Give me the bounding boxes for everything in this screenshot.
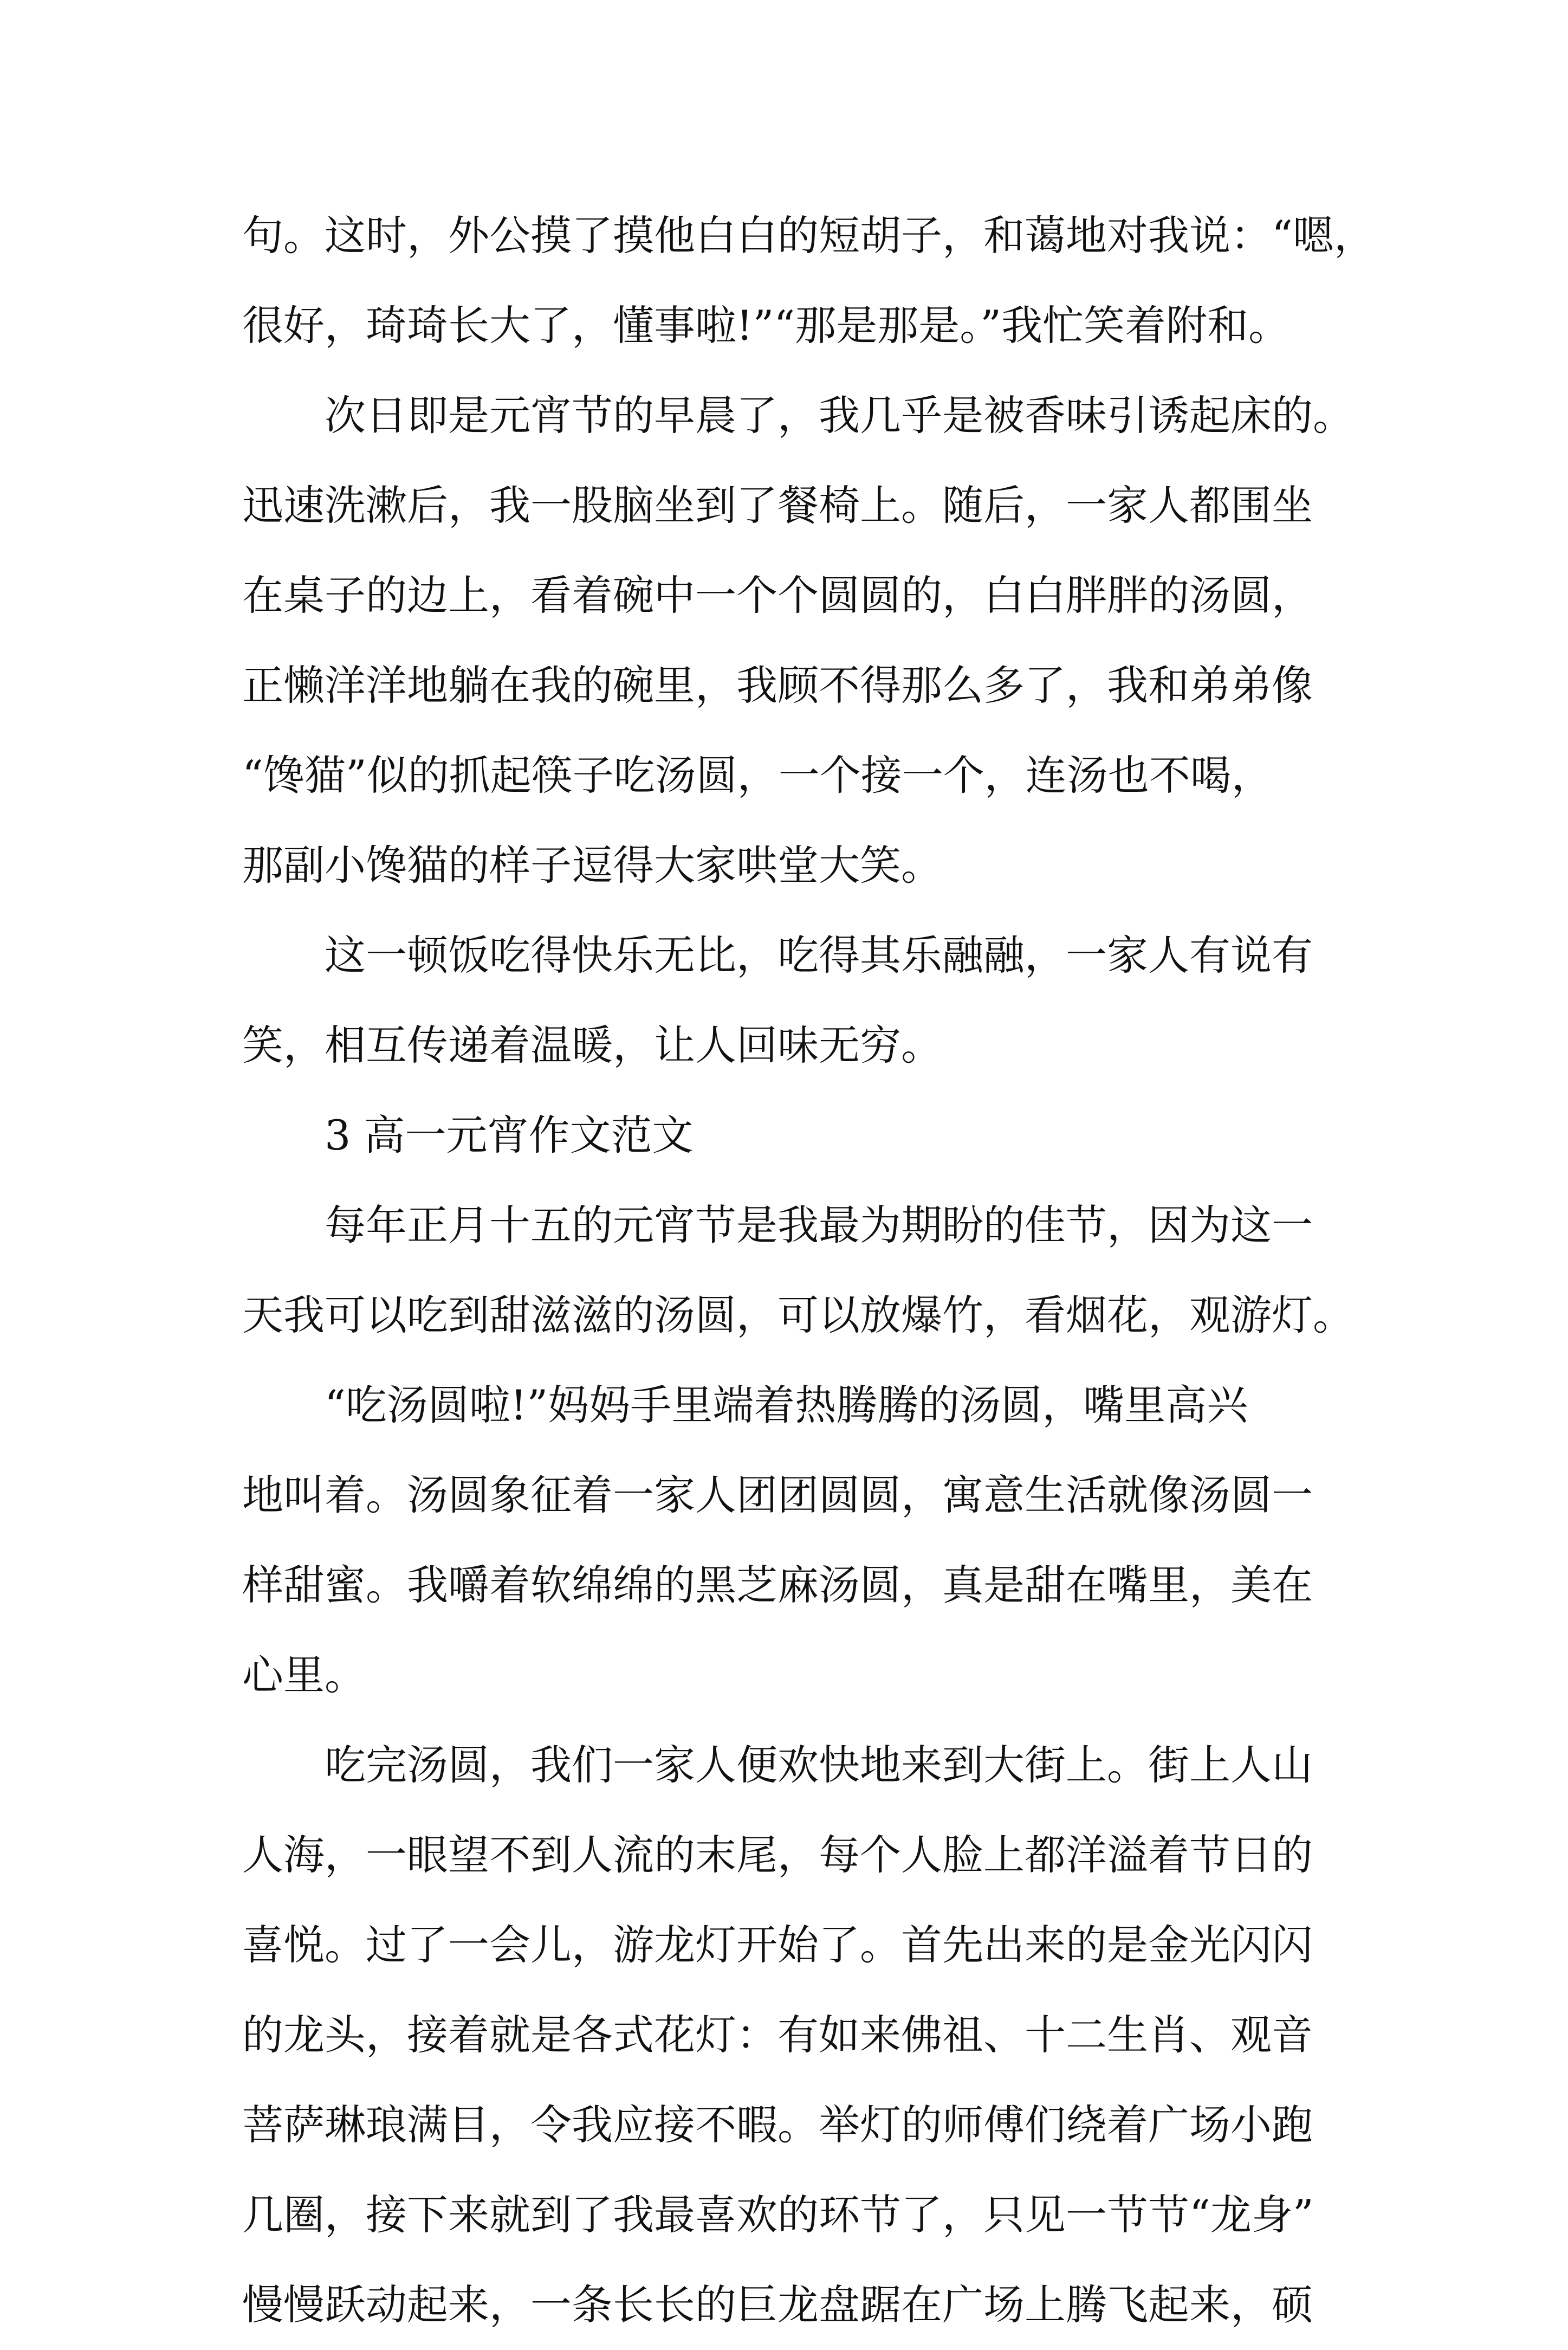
text-line: 天我可以吃到甜滋滋的汤圆，可以放爆竹，看烟花，观游灯。 [242,1291,1354,1339]
text-line: 吃完汤圆，我们一家人便欢快地来到大街上。街上人山 [242,1741,1313,1789]
text-line: 正懒洋洋地躺在我的碗里，我顾不得那么多了，我和弟弟像 [242,661,1313,709]
text-line: 心里。 [242,1651,366,1699]
text-line: 笑，相互传递着温暖，让人回味无穷。 [242,1021,942,1069]
text-line: 那副小馋猫的样子逗得大家哄堂大笑。 [242,841,942,889]
text-line: 慢慢跃动起来，一条长长的巨龙盘踞在广场上腾飞起来，硕 [242,2281,1313,2329]
text-line: 每年正月十五的元宵节是我最为期盼的佳节，因为这一 [242,1201,1313,1249]
text-line: 这一顿饭吃得快乐无比，吃得其乐融融，一家人有说有 [242,931,1313,979]
text-line: 次日即是元宵节的早晨了，我几乎是被香味引诱起床的。 [242,391,1354,440]
text-line: 菩萨琳琅满目，令我应接不暇。举灯的师傅们绕着广场小跑 [242,2101,1313,2149]
text-line: “馋猫”似的抓起筷子吃汤圆，一个接一个，连汤也不喝， [242,751,1273,799]
text-line: “吃汤圆啦!”妈妈手里端着热腾腾的汤圆，嘴里高兴 [242,1381,1248,1429]
section-heading: 3 高一元宵作文范文 [242,1111,694,1159]
text-line: 的龙头，接着就是各式花灯：有如来佛祖、十二生肖、观音 [242,2011,1313,2059]
text-line: 喜悦。过了一会儿，游龙灯开始了。首先出来的是金光闪闪 [242,1921,1313,1969]
text-line: 地叫着。汤圆象征着一家人团团圆圆，寓意生活就像汤圆一 [242,1471,1313,1519]
text-line: 几圈，接下来就到了我最喜欢的环节了，只见一节节“龙身” [242,2191,1314,2239]
text-line: 句。这时，外公摸了摸他白白的短胡子，和蔼地对我说：“嗯， [242,211,1375,260]
text-line: 很好，琦琦长大了，懂事啦!”“那是那是。”我忙笑着附和。 [242,301,1290,350]
text-line: 人海，一眼望不到人流的末尾，每个人脸上都洋溢着节日的 [242,1831,1313,1879]
text-line: 迅速洗漱后，我一股脑坐到了餐椅上。随后，一家人都围坐 [242,481,1313,530]
text-line: 在桌子的边上，看着碗中一个个圆圆的，白白胖胖的汤圆， [242,571,1313,619]
document-body [242,191,1375,2350]
text-line: 样甜蜜。我嚼着软绵绵的黑芝麻汤圆，真是甜在嘴里，美在 [242,1561,1313,1609]
